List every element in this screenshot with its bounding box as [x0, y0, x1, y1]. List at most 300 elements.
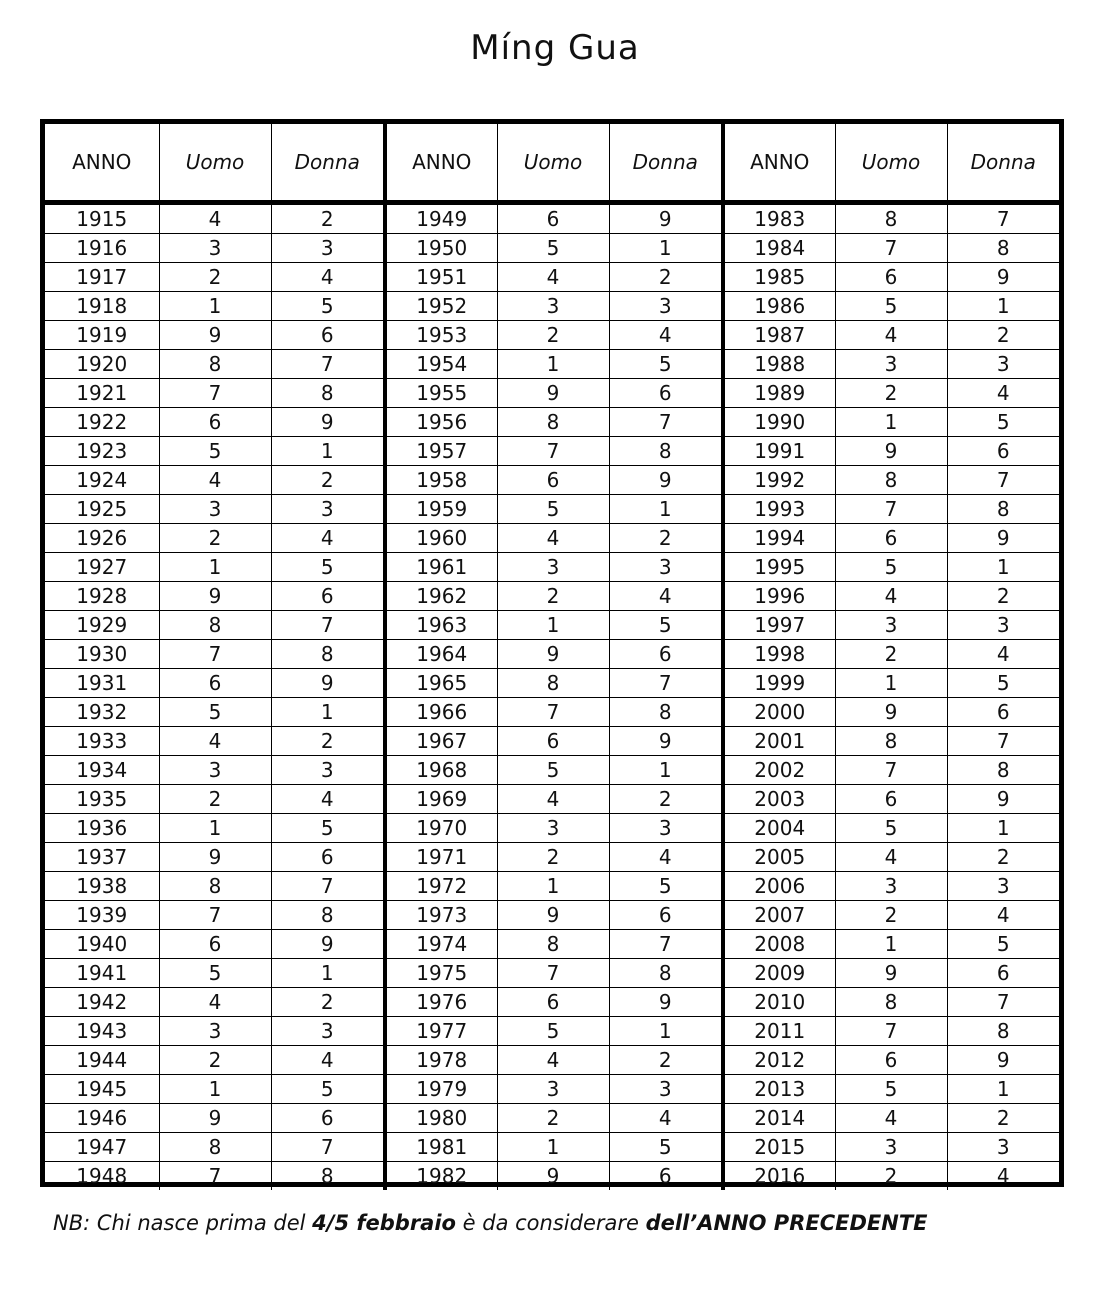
cell-anno: 1949	[385, 203, 497, 234]
cell-anno: 1968	[385, 756, 497, 785]
cell-uomo: 8	[835, 988, 947, 1017]
table-row	[45, 843, 1059, 872]
cell-anno: 1971	[385, 843, 497, 872]
cell-anno: 1972	[385, 872, 497, 901]
cell-uomo: 2	[835, 379, 947, 408]
table-row	[45, 1046, 1059, 1075]
cell-donna: 4	[271, 785, 385, 814]
cell-uomo: 8	[497, 930, 609, 959]
table-row	[45, 1017, 1059, 1046]
cell-anno: 1959	[385, 495, 497, 524]
cell-uomo: 1	[497, 1133, 609, 1162]
cell-donna: 8	[609, 437, 723, 466]
cell-donna: 6	[609, 1162, 723, 1191]
cell-anno: 1983	[723, 203, 835, 234]
cell-anno: 1939	[45, 901, 159, 930]
cell-donna: 2	[609, 785, 723, 814]
cell-donna: 2	[609, 524, 723, 553]
cell-uomo: 8	[835, 466, 947, 495]
cell-uomo: 4	[835, 321, 947, 350]
cell-uomo: 8	[159, 350, 271, 379]
cell-anno: 1950	[385, 234, 497, 263]
header-donna: Donna	[271, 124, 385, 203]
table-row	[45, 814, 1059, 843]
cell-donna: 4	[271, 263, 385, 292]
cell-anno: 1937	[45, 843, 159, 872]
cell-uomo: 2	[159, 1046, 271, 1075]
cell-donna: 7	[271, 872, 385, 901]
cell-donna: 6	[271, 582, 385, 611]
table-row	[45, 727, 1059, 756]
cell-anno: 1987	[723, 321, 835, 350]
cell-anno: 1981	[385, 1133, 497, 1162]
cell-uomo: 5	[835, 292, 947, 321]
cell-uomo: 8	[835, 203, 947, 234]
cell-donna: 6	[947, 698, 1059, 727]
cell-uomo: 3	[835, 611, 947, 640]
cell-donna: 7	[609, 408, 723, 437]
cell-uomo: 7	[835, 1017, 947, 1046]
cell-anno: 1940	[45, 930, 159, 959]
header-donna: Donna	[609, 124, 723, 203]
cell-donna: 9	[947, 263, 1059, 292]
cell-donna: 2	[271, 466, 385, 495]
cell-anno: 1992	[723, 466, 835, 495]
cell-uomo: 3	[159, 495, 271, 524]
table-row	[45, 901, 1059, 930]
cell-donna: 2	[947, 843, 1059, 872]
cell-uomo: 5	[159, 698, 271, 727]
cell-donna: 9	[947, 524, 1059, 553]
cell-anno: 1916	[45, 234, 159, 263]
cell-anno: 1998	[723, 640, 835, 669]
cell-uomo: 2	[497, 1104, 609, 1133]
table-row	[45, 437, 1059, 466]
cell-donna: 8	[609, 698, 723, 727]
cell-uomo: 3	[159, 234, 271, 263]
cell-anno: 1989	[723, 379, 835, 408]
cell-anno: 1990	[723, 408, 835, 437]
cell-donna: 8	[947, 234, 1059, 263]
cell-uomo: 2	[497, 321, 609, 350]
cell-donna: 3	[947, 872, 1059, 901]
cell-donna: 9	[271, 408, 385, 437]
table-row	[45, 785, 1059, 814]
cell-uomo: 5	[159, 437, 271, 466]
header-donna: Donna	[947, 124, 1059, 203]
cell-uomo: 9	[835, 959, 947, 988]
cell-donna: 5	[609, 872, 723, 901]
table-row	[45, 611, 1059, 640]
cell-donna: 9	[271, 669, 385, 698]
cell-anno: 1993	[723, 495, 835, 524]
cell-anno: 1947	[45, 1133, 159, 1162]
cell-anno: 1936	[45, 814, 159, 843]
cell-uomo: 4	[835, 582, 947, 611]
cell-donna: 5	[609, 350, 723, 379]
cell-uomo: 6	[159, 408, 271, 437]
cell-donna: 9	[947, 1046, 1059, 1075]
cell-anno: 1938	[45, 872, 159, 901]
cell-donna: 4	[271, 1046, 385, 1075]
cell-donna: 8	[271, 640, 385, 669]
table-row	[45, 234, 1059, 263]
cell-anno: 1944	[45, 1046, 159, 1075]
cell-anno: 1962	[385, 582, 497, 611]
ming-gua-table	[45, 124, 1059, 1190]
cell-donna: 7	[271, 611, 385, 640]
table-row	[45, 263, 1059, 292]
cell-donna: 8	[947, 1017, 1059, 1046]
table-row	[45, 553, 1059, 582]
cell-donna: 2	[947, 582, 1059, 611]
cell-donna: 8	[271, 1162, 385, 1191]
cell-anno: 1945	[45, 1075, 159, 1104]
cell-anno: 1957	[385, 437, 497, 466]
cell-donna: 9	[271, 930, 385, 959]
cell-donna: 1	[271, 698, 385, 727]
cell-uomo: 7	[835, 756, 947, 785]
cell-uomo: 4	[497, 263, 609, 292]
cell-uomo: 1	[497, 350, 609, 379]
table-row	[45, 1075, 1059, 1104]
footnote-emphasis: dell’ANNO PRECEDENTE	[645, 1211, 928, 1235]
cell-donna: 5	[271, 553, 385, 582]
cell-anno: 2006	[723, 872, 835, 901]
cell-anno: 1988	[723, 350, 835, 379]
cell-donna: 4	[609, 321, 723, 350]
table-row	[45, 466, 1059, 495]
page-title: Míng Gua	[470, 28, 640, 68]
cell-anno: 1920	[45, 350, 159, 379]
cell-donna: 1	[947, 553, 1059, 582]
cell-donna: 3	[947, 1133, 1059, 1162]
cell-uomo: 6	[159, 669, 271, 698]
cell-donna: 3	[609, 553, 723, 582]
cell-donna: 7	[271, 1133, 385, 1162]
cell-anno: 1978	[385, 1046, 497, 1075]
cell-anno: 2000	[723, 698, 835, 727]
table-body	[45, 203, 1059, 1191]
cell-anno: 1963	[385, 611, 497, 640]
cell-uomo: 7	[159, 640, 271, 669]
cell-anno: 1952	[385, 292, 497, 321]
cell-donna: 6	[271, 321, 385, 350]
table-row	[45, 988, 1059, 1017]
cell-anno: 1942	[45, 988, 159, 1017]
cell-donna: 2	[271, 988, 385, 1017]
cell-anno: 1966	[385, 698, 497, 727]
cell-uomo: 9	[159, 321, 271, 350]
cell-uomo: 8	[159, 872, 271, 901]
cell-uomo: 9	[835, 698, 947, 727]
cell-donna: 7	[947, 727, 1059, 756]
cell-anno: 1926	[45, 524, 159, 553]
cell-donna: 2	[271, 203, 385, 234]
cell-uomo: 7	[159, 901, 271, 930]
footnote-prefix: NB: Chi nasce prima del	[53, 1211, 313, 1235]
cell-donna: 9	[609, 466, 723, 495]
cell-anno: 2001	[723, 727, 835, 756]
header-anno: ANNO	[723, 124, 835, 203]
table-row	[45, 350, 1059, 379]
cell-uomo: 9	[497, 1162, 609, 1191]
cell-donna: 5	[271, 292, 385, 321]
cell-anno: 2007	[723, 901, 835, 930]
cell-donna: 3	[271, 234, 385, 263]
cell-uomo: 7	[497, 959, 609, 988]
cell-anno: 1995	[723, 553, 835, 582]
cell-uomo: 6	[159, 930, 271, 959]
cell-anno: 1999	[723, 669, 835, 698]
cell-anno: 1960	[385, 524, 497, 553]
cell-uomo: 5	[497, 756, 609, 785]
cell-anno: 1961	[385, 553, 497, 582]
cell-uomo: 3	[835, 350, 947, 379]
cell-uomo: 7	[497, 437, 609, 466]
table-row	[45, 698, 1059, 727]
cell-uomo: 4	[159, 988, 271, 1017]
cell-anno: 1979	[385, 1075, 497, 1104]
cell-uomo: 2	[497, 582, 609, 611]
cell-donna: 4	[947, 379, 1059, 408]
table-row	[45, 203, 1059, 234]
footnote	[53, 1211, 928, 1235]
cell-uomo: 9	[159, 582, 271, 611]
cell-donna: 7	[947, 988, 1059, 1017]
cell-anno: 1958	[385, 466, 497, 495]
cell-anno: 2016	[723, 1162, 835, 1191]
cell-anno: 1984	[723, 234, 835, 263]
table-row	[45, 292, 1059, 321]
cell-donna: 6	[609, 901, 723, 930]
cell-uomo: 9	[497, 640, 609, 669]
header-uomo: Uomo	[159, 124, 271, 203]
cell-donna: 8	[947, 495, 1059, 524]
cell-uomo: 2	[159, 524, 271, 553]
cell-donna: 7	[271, 350, 385, 379]
cell-uomo: 2	[835, 640, 947, 669]
cell-donna: 6	[609, 640, 723, 669]
cell-donna: 2	[271, 727, 385, 756]
cell-anno: 1948	[45, 1162, 159, 1191]
cell-anno: 1922	[45, 408, 159, 437]
cell-anno: 1951	[385, 263, 497, 292]
cell-donna: 1	[609, 756, 723, 785]
header-uomo: Uomo	[835, 124, 947, 203]
cell-donna: 4	[947, 640, 1059, 669]
cell-anno: 1985	[723, 263, 835, 292]
cell-donna: 8	[947, 756, 1059, 785]
cell-anno: 1956	[385, 408, 497, 437]
cell-uomo: 6	[835, 785, 947, 814]
cell-donna: 1	[947, 1075, 1059, 1104]
cell-anno: 2015	[723, 1133, 835, 1162]
cell-uomo: 9	[159, 1104, 271, 1133]
cell-uomo: 7	[497, 698, 609, 727]
cell-donna: 8	[271, 379, 385, 408]
cell-donna: 5	[271, 814, 385, 843]
cell-uomo: 7	[835, 234, 947, 263]
table-row	[45, 582, 1059, 611]
cell-uomo: 4	[497, 524, 609, 553]
cell-donna: 4	[609, 1104, 723, 1133]
table-row	[45, 1162, 1059, 1191]
cell-anno: 1991	[723, 437, 835, 466]
cell-anno: 2011	[723, 1017, 835, 1046]
cell-uomo: 5	[497, 495, 609, 524]
cell-donna: 2	[609, 263, 723, 292]
cell-uomo: 6	[497, 466, 609, 495]
cell-donna: 2	[609, 1046, 723, 1075]
table-row	[45, 959, 1059, 988]
cell-uomo: 4	[159, 203, 271, 234]
cell-uomo: 8	[159, 1133, 271, 1162]
cell-donna: 1	[609, 234, 723, 263]
table-row	[45, 321, 1059, 350]
table-row	[45, 930, 1059, 959]
cell-uomo: 5	[835, 1075, 947, 1104]
cell-uomo: 7	[835, 495, 947, 524]
cell-donna: 6	[271, 843, 385, 872]
table-row	[45, 524, 1059, 553]
cell-uomo: 5	[159, 959, 271, 988]
cell-uomo: 4	[159, 727, 271, 756]
cell-anno: 1973	[385, 901, 497, 930]
cell-donna: 7	[947, 203, 1059, 234]
cell-anno: 1976	[385, 988, 497, 1017]
cell-uomo: 9	[159, 843, 271, 872]
cell-uomo: 3	[497, 814, 609, 843]
cell-anno: 2008	[723, 930, 835, 959]
table-row	[45, 640, 1059, 669]
table-row	[45, 669, 1059, 698]
cell-donna: 1	[609, 1017, 723, 1046]
cell-donna: 6	[947, 959, 1059, 988]
footnote-middle: è da considerare	[455, 1211, 646, 1235]
cell-donna: 5	[947, 930, 1059, 959]
cell-uomo: 1	[497, 611, 609, 640]
cell-anno: 1975	[385, 959, 497, 988]
cell-uomo: 7	[159, 1162, 271, 1191]
cell-uomo: 6	[497, 727, 609, 756]
cell-uomo: 4	[159, 466, 271, 495]
cell-donna: 3	[271, 1017, 385, 1046]
cell-anno: 1977	[385, 1017, 497, 1046]
cell-anno: 2010	[723, 988, 835, 1017]
cell-uomo: 4	[497, 785, 609, 814]
cell-uomo: 1	[835, 669, 947, 698]
cell-uomo: 5	[497, 1017, 609, 1046]
cell-donna: 1	[947, 814, 1059, 843]
cell-uomo: 4	[835, 843, 947, 872]
cell-anno: 1928	[45, 582, 159, 611]
cell-uomo: 2	[497, 843, 609, 872]
cell-donna: 1	[609, 495, 723, 524]
cell-donna: 9	[609, 727, 723, 756]
cell-uomo: 1	[159, 292, 271, 321]
cell-donna: 6	[271, 1104, 385, 1133]
cell-anno: 1919	[45, 321, 159, 350]
cell-anno: 1994	[723, 524, 835, 553]
cell-anno: 1974	[385, 930, 497, 959]
cell-anno: 1954	[385, 350, 497, 379]
cell-donna: 4	[947, 1162, 1059, 1191]
cell-uomo: 3	[159, 756, 271, 785]
cell-donna: 9	[609, 988, 723, 1017]
cell-donna: 4	[271, 524, 385, 553]
cell-uomo: 7	[159, 379, 271, 408]
table-row	[45, 495, 1059, 524]
cell-anno: 1997	[723, 611, 835, 640]
cell-donna: 9	[609, 203, 723, 234]
cell-donna: 2	[947, 321, 1059, 350]
cell-donna: 5	[947, 408, 1059, 437]
cell-anno: 1980	[385, 1104, 497, 1133]
cell-anno: 1941	[45, 959, 159, 988]
cell-donna: 5	[947, 669, 1059, 698]
cell-donna: 4	[947, 901, 1059, 930]
cell-uomo: 5	[835, 553, 947, 582]
cell-anno: 1918	[45, 292, 159, 321]
cell-anno: 2005	[723, 843, 835, 872]
cell-uomo: 1	[159, 814, 271, 843]
cell-uomo: 3	[497, 292, 609, 321]
cell-uomo: 6	[835, 524, 947, 553]
cell-uomo: 3	[497, 1075, 609, 1104]
cell-donna: 4	[609, 582, 723, 611]
header-uomo: Uomo	[497, 124, 609, 203]
cell-donna: 1	[271, 437, 385, 466]
cell-uomo: 1	[159, 553, 271, 582]
cell-donna: 5	[271, 1075, 385, 1104]
cell-donna: 5	[609, 1133, 723, 1162]
cell-donna: 6	[947, 437, 1059, 466]
cell-anno: 1967	[385, 727, 497, 756]
cell-uomo: 2	[159, 785, 271, 814]
cell-donna: 7	[609, 930, 723, 959]
footnote-date: 4/5 febbraio	[312, 1211, 456, 1235]
cell-uomo: 1	[835, 408, 947, 437]
cell-uomo: 6	[497, 203, 609, 234]
cell-anno: 1970	[385, 814, 497, 843]
cell-anno: 1925	[45, 495, 159, 524]
cell-anno: 1946	[45, 1104, 159, 1133]
cell-anno: 1996	[723, 582, 835, 611]
cell-anno: 1982	[385, 1162, 497, 1191]
cell-uomo: 6	[497, 988, 609, 1017]
cell-uomo: 1	[497, 872, 609, 901]
cell-uomo: 2	[835, 1162, 947, 1191]
cell-anno: 1933	[45, 727, 159, 756]
cell-donna: 7	[609, 669, 723, 698]
cell-anno: 2002	[723, 756, 835, 785]
cell-uomo: 3	[835, 1133, 947, 1162]
cell-donna: 3	[947, 611, 1059, 640]
cell-donna: 3	[271, 495, 385, 524]
cell-uomo: 9	[497, 379, 609, 408]
cell-uomo: 8	[835, 727, 947, 756]
cell-anno: 1932	[45, 698, 159, 727]
ming-gua-table-frame	[40, 119, 1064, 1187]
cell-uomo: 8	[497, 669, 609, 698]
cell-uomo: 3	[835, 872, 947, 901]
cell-anno: 1924	[45, 466, 159, 495]
cell-anno: 2003	[723, 785, 835, 814]
table-row	[45, 1104, 1059, 1133]
cell-anno: 1969	[385, 785, 497, 814]
cell-anno: 1935	[45, 785, 159, 814]
